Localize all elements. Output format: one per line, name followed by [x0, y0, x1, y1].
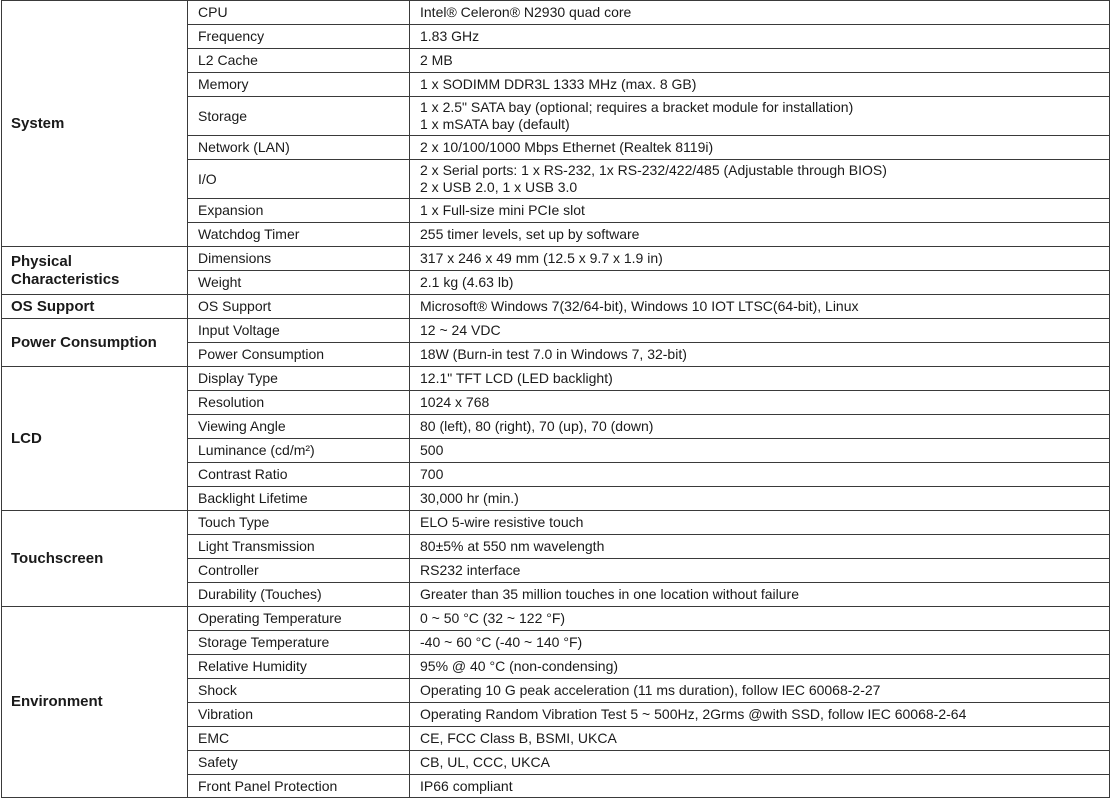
spec-table-body: [2, 1, 1110, 798]
spec-label: Dimensions: [188, 247, 410, 271]
spec-value-line: 2 x USB 2.0, 1 x USB 3.0: [420, 179, 578, 195]
spec-label: Operating Temperature: [188, 607, 410, 631]
spec-value-line: 18W (Burn-in test 7.0 in Windows 7, 32-bit): [420, 346, 687, 362]
spec-value-line: 80 (left), 80 (right), 70 (up), 70 (down): [420, 418, 654, 434]
spec-value-line: 30,000 hr (min.): [420, 490, 519, 506]
category-cell-lcd: [2, 367, 188, 511]
spec-value-line: 80±5% at 550 nm wavelength: [420, 538, 605, 554]
spec-label: EMC: [188, 727, 410, 751]
spec-value: [410, 247, 1110, 271]
spec-value-line: 1 x mSATA bay (default): [420, 116, 570, 132]
spec-label: L2 Cache: [188, 49, 410, 73]
spec-value: [410, 199, 1110, 223]
spec-value: [410, 727, 1110, 751]
spec-value-line: 700: [420, 466, 444, 482]
spec-value-line: Greater than 35 million touches in one location without failure: [420, 586, 799, 602]
spec-value-line: 317 x 246 x 49 mm (12.5 x 9.7 x 1.9 in): [420, 250, 663, 266]
category-cell-system: [2, 1, 188, 247]
spec-value: [410, 775, 1110, 798]
spec-label: Resolution: [188, 391, 410, 415]
spec-value-line: 95% @ 40 °C (non-condensing): [420, 658, 619, 674]
spec-value: [410, 319, 1110, 343]
spec-label: Weight: [188, 271, 410, 295]
spec-label: Shock: [188, 679, 410, 703]
spec-value: [410, 391, 1110, 415]
spec-value-line: 255 timer levels, set up by software: [420, 226, 640, 242]
spec-label: Light Transmission: [188, 535, 410, 559]
spec-label: Frequency: [188, 25, 410, 49]
category-cell-os-support: [2, 295, 188, 319]
spec-value: [410, 367, 1110, 391]
table-row: [2, 511, 1110, 535]
spec-value: [410, 583, 1110, 607]
category-label: Touchscreen: [11, 549, 104, 567]
table-row: [2, 367, 1110, 391]
spec-label: Network (LAN): [188, 136, 410, 160]
spec-value: [410, 25, 1110, 49]
spec-value: [410, 535, 1110, 559]
category-label: Power Consumption: [11, 333, 157, 351]
spec-label: Safety: [188, 751, 410, 775]
table-row: [2, 607, 1110, 631]
spec-label: Expansion: [188, 199, 410, 223]
spec-value-line: 12.1" TFT LCD (LED backlight): [420, 370, 613, 386]
spec-value: [410, 487, 1110, 511]
spec-value: [410, 295, 1110, 319]
spec-table: [1, 0, 1110, 798]
spec-value-line: 2 x Serial ports: 1 x RS-232, 1x RS-232/422/485 (Adjustable through BIOS): [420, 162, 887, 178]
spec-label: Watchdog Timer: [188, 223, 410, 247]
spec-value: [410, 703, 1110, 727]
spec-value-line: Intel® Celeron® N2930 quad core: [420, 4, 632, 20]
category-cell-physical-characteristics: [2, 247, 188, 295]
spec-label: Storage Temperature: [188, 631, 410, 655]
spec-label: Memory: [188, 73, 410, 97]
table-row: [2, 295, 1110, 319]
spec-value: [410, 655, 1110, 679]
spec-label: Power Consumption: [188, 343, 410, 367]
spec-label: Vibration: [188, 703, 410, 727]
spec-value-line: 2 MB: [420, 52, 453, 68]
spec-value-line: ELO 5-wire resistive touch: [420, 514, 584, 530]
spec-value-line: Operating 10 G peak acceleration (11 ms duration), follow IEC 60068-2-27: [420, 682, 881, 698]
spec-label: Display Type: [188, 367, 410, 391]
spec-value: [410, 1, 1110, 25]
spec-label: I/O: [188, 160, 410, 199]
category-label-line: Physical: [11, 252, 72, 270]
spec-value-line: 0 ~ 50 °C (32 ~ 122 °F): [420, 610, 566, 626]
spec-value-line: CE, FCC Class B, BSMI, UKCA: [420, 730, 617, 746]
spec-value-line: 1024 x 768: [420, 394, 490, 410]
spec-label: Touch Type: [188, 511, 410, 535]
spec-label: Durability (Touches): [188, 583, 410, 607]
table-row: [2, 247, 1110, 271]
spec-label: CPU: [188, 1, 410, 25]
spec-value: [410, 343, 1110, 367]
spec-value: [410, 160, 1110, 199]
spec-value: [410, 463, 1110, 487]
spec-label: Contrast Ratio: [188, 463, 410, 487]
spec-value-line: 2 x 10/100/1000 Mbps Ethernet (Realtek 8119i): [420, 139, 714, 155]
spec-value: [410, 439, 1110, 463]
category-label: LCD: [11, 429, 42, 447]
spec-value-line: 1 x SODIMM DDR3L 1333 MHz (max. 8 GB): [420, 76, 697, 92]
category-label: Environment: [11, 693, 103, 710]
spec-value-line: Operating Random Vibration Test 5 ~ 500Hz, 2Grms @with SSD, follow IEC 60068-2-64: [420, 706, 967, 722]
spec-value-line: 2.1 kg (4.63 lb): [420, 274, 514, 290]
spec-value: [410, 679, 1110, 703]
spec-label: Luminance (cd/m²): [188, 439, 410, 463]
spec-value: [410, 271, 1110, 295]
spec-value-line: 1 x 2.5" SATA bay (optional; requires a bracket module for installation): [420, 99, 854, 115]
table-row: [2, 1, 1110, 25]
category-label: System: [11, 114, 65, 132]
spec-value-line: RS232 interface: [420, 562, 521, 578]
spec-value: [410, 631, 1110, 655]
spec-label: Backlight Lifetime: [188, 487, 410, 511]
spec-value-line: 1.83 GHz: [420, 28, 480, 44]
category-cell-touchscreen: [2, 511, 188, 607]
spec-label: Front Panel Protection: [188, 775, 410, 798]
spec-label: Relative Humidity: [188, 655, 410, 679]
spec-value-line: 1 x Full-size mini PCIe slot: [420, 202, 585, 218]
spec-value: [410, 97, 1110, 136]
spec-value: [410, 559, 1110, 583]
spec-label: Input Voltage: [188, 319, 410, 343]
spec-value-line: 500: [420, 442, 444, 458]
spec-value-line: 12 ~ 24 VDC: [420, 322, 501, 338]
category-label-line: Characteristics: [11, 270, 120, 288]
spec-value: [410, 136, 1110, 160]
spec-value: [410, 511, 1110, 535]
spec-label: OS Support: [188, 295, 410, 319]
spec-value-line: IP66 compliant: [420, 777, 513, 794]
category-label: OS Support: [11, 297, 95, 315]
spec-value: [410, 223, 1110, 247]
spec-label: Controller: [188, 559, 410, 583]
spec-value-line: Microsoft® Windows 7(32/64-bit), Windows 10 IOT LTSC(64-bit), Linux: [420, 298, 859, 314]
spec-value-line: -40 ~ 60 °C (-40 ~ 140 °F): [420, 634, 583, 650]
category-cell-power-consumption: [2, 319, 188, 367]
spec-value: [410, 751, 1110, 775]
spec-label: Viewing Angle: [188, 415, 410, 439]
table-row: [2, 319, 1110, 343]
spec-value: [410, 73, 1110, 97]
spec-value: [410, 415, 1110, 439]
category-cell-environment: [2, 607, 188, 798]
spec-value-line: CB, UL, CCC, UKCA: [420, 754, 550, 770]
spec-label: Storage: [188, 97, 410, 136]
spec-value: [410, 607, 1110, 631]
spec-value: [410, 49, 1110, 73]
